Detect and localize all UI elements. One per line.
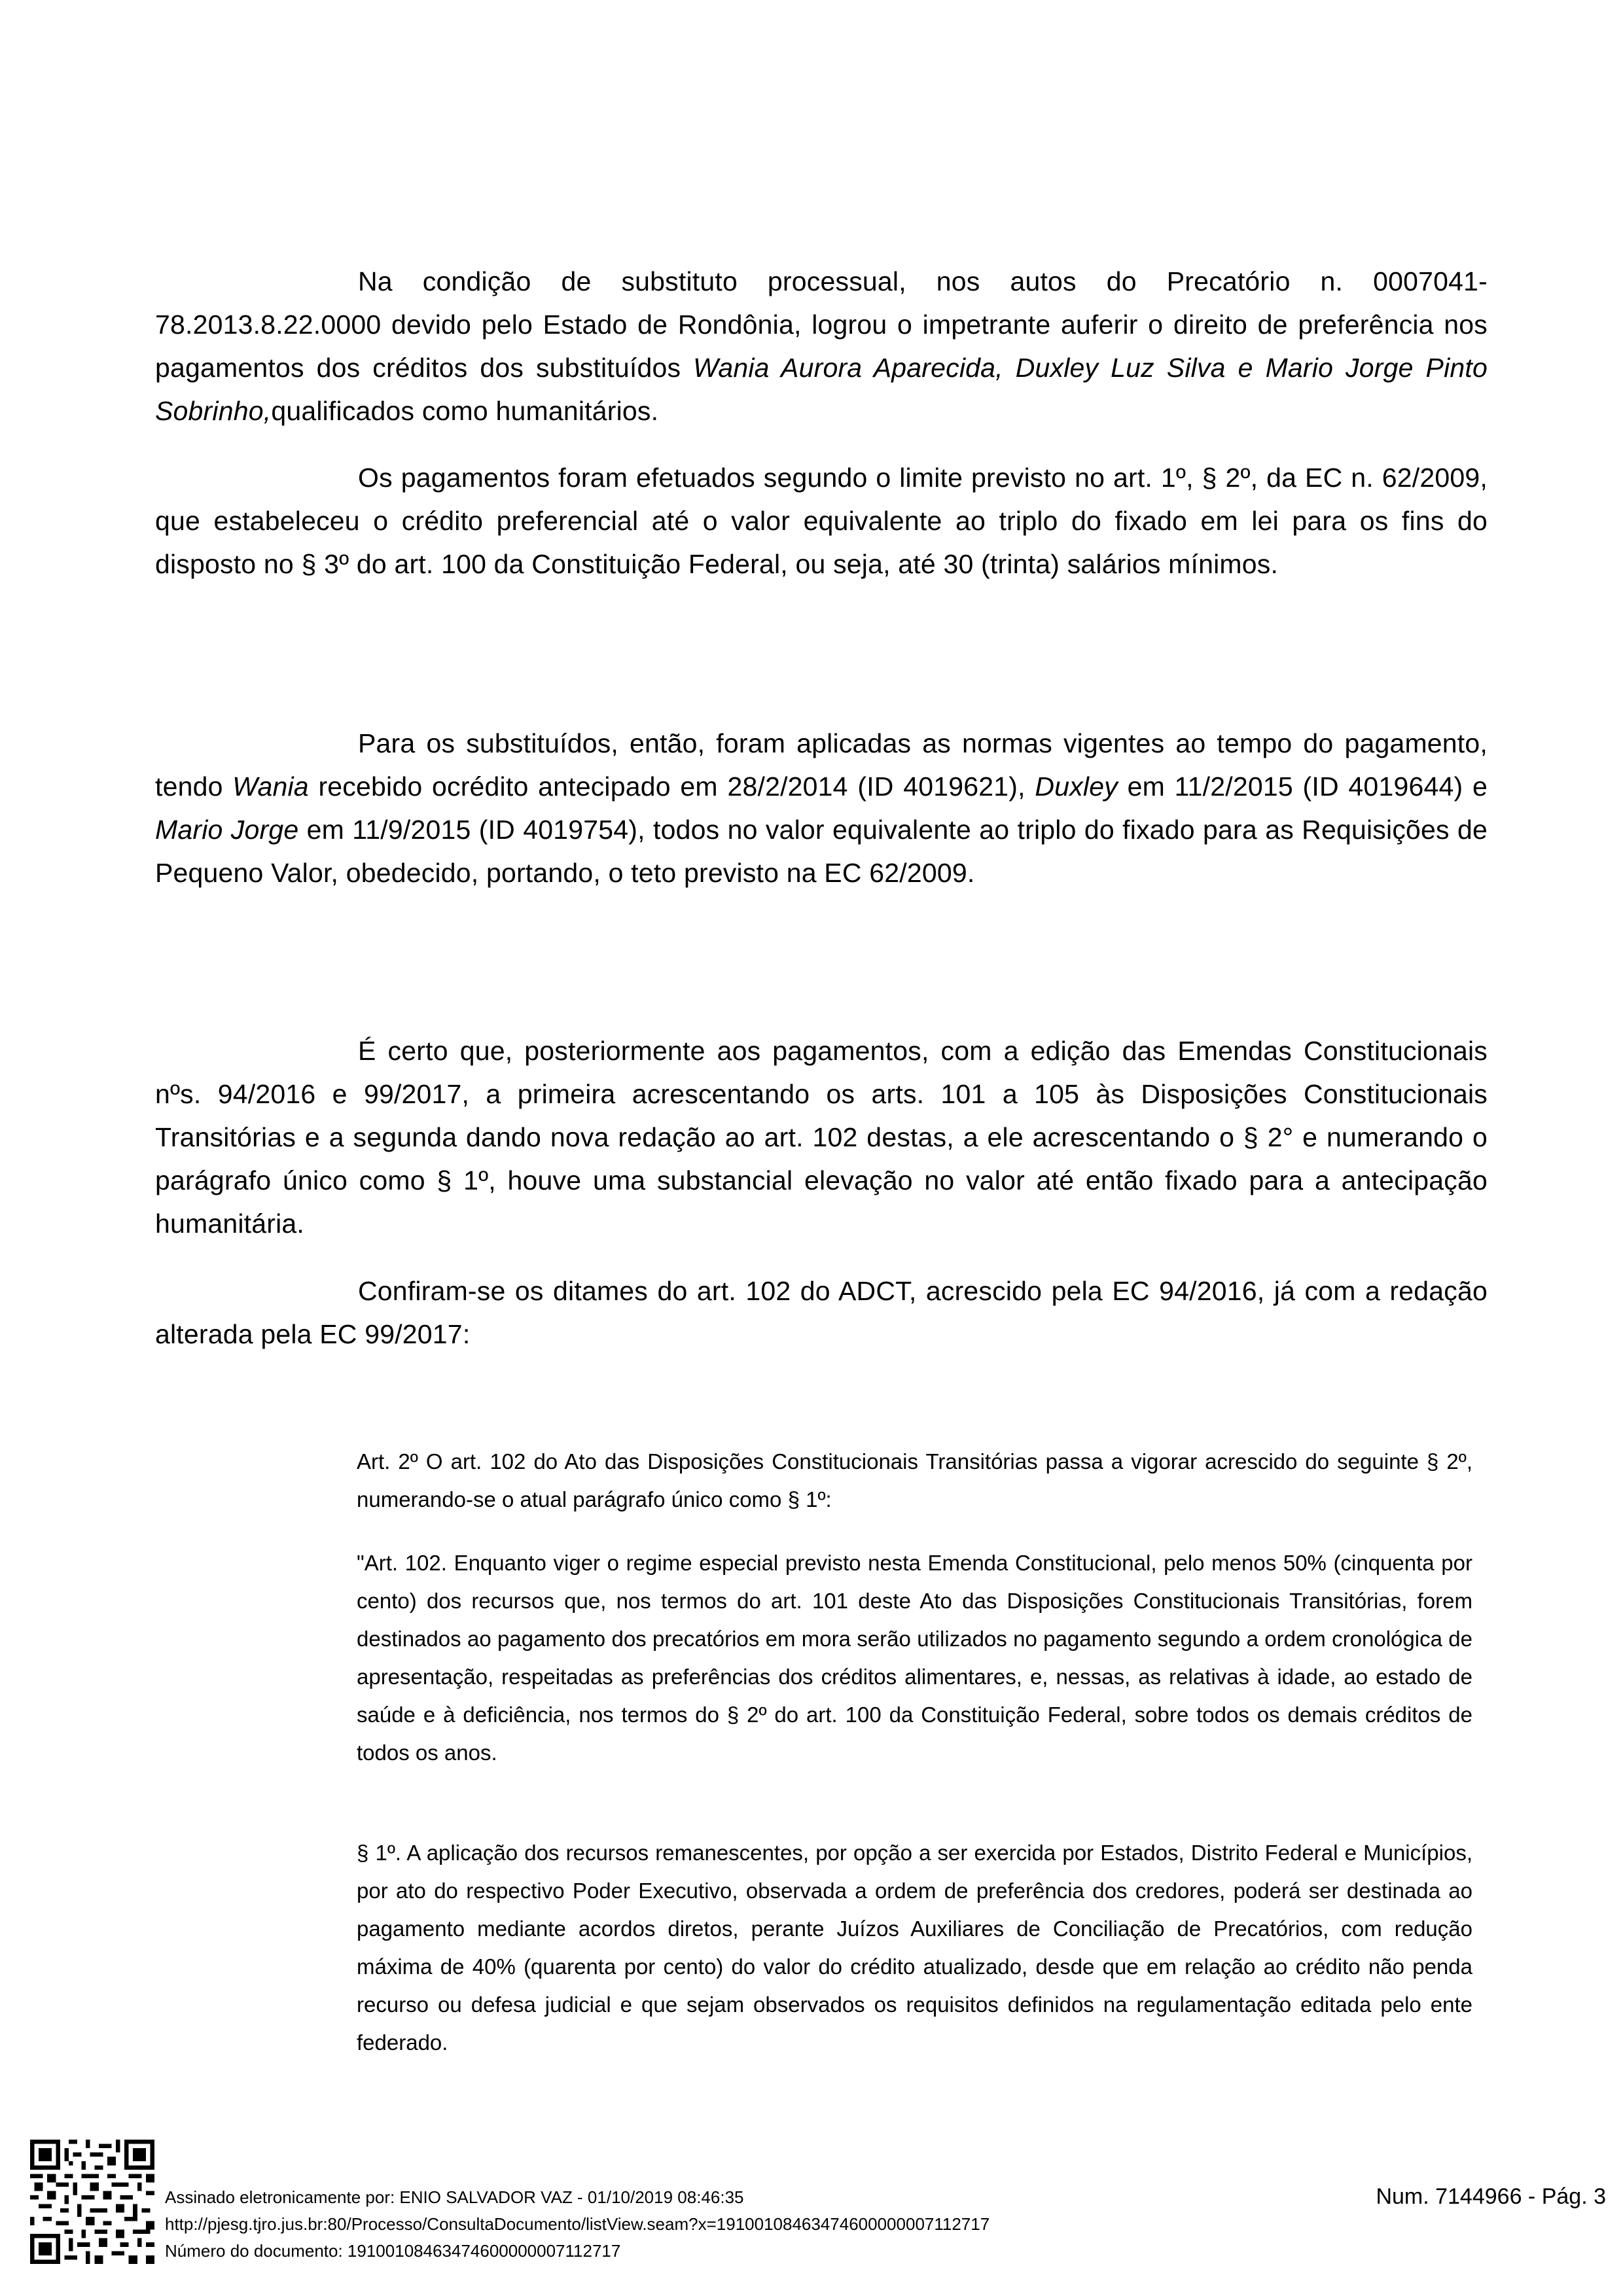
paragraph-text: Na condição de substituto processual, nos autos do Precatório n. 0007041-78.2013.8.22.0000 devido pelo Estado de Rondônia, logrou o impetrante auferir o direito de preferência nos pagamentos dos créditos dos substituídos <box>155 266 1488 383</box>
document-number-text: Número do documento: 19100108463474600000007112717 <box>165 2241 621 2261</box>
quote-art-102: "Art. 102. Enquanto viger o regime especial previsto nesta Emenda Constitucional, pelo menos 50% (cinquenta por cento) dos recursos que, nos termos do art. 101 deste Ato das Disposições Constitucionais Transitórias, forem destinados ao pagamento dos precatórios em mora serão utilizados no pagamento segundo a ordem cronológica de apresentação, respeitadas as preferências dos créditos alimentares, e, nessas, as relativas à idade, ao estado de saúde e à deficiência, nos termos do § 2º do art. 100 da Constituição Federal, sobre todos os demais créditos de todos os anos. <box>357 1551 1472 1765</box>
paragraph-italic-name: Duxley <box>1035 771 1118 802</box>
paragraph-text: Os pagamentos foram efetuados segundo o limite previsto no art. 1º, § 2º, da EC n. 62/2009, que estabeleceu o crédito preferencial até o valor equivalente ao triplo do fixado em lei para os fins do disposto no § 3º do art. 100 da Constituição Federal, ou seja, até 30 (trinta) salários mínimos. <box>155 463 1488 579</box>
paragraph-text: Para os substituídos, então, foram aplicadas as normas vigentes ao tempo do pagamento, tendo <box>155 728 1488 802</box>
paragraph-text: qualificados como humanitários. <box>271 396 659 426</box>
paragraph-text: Confiram-se os ditames do art. 102 do ADCT, acrescido pela EC 94/2016, já com a redação alterada pela EC 99/2017: <box>155 1276 1488 1349</box>
qr-code-icon <box>28 2140 156 2264</box>
document-url-link[interactable]: http://pjesg.tjro.jus.br:80/Processo/ConsultaDocumento/listView.seam?x=19100108463474600000007112717 <box>165 2214 990 2234</box>
paragraph-text: recebido ocrédito antecipado em 28/2/2014 (ID 4019621), <box>308 771 1035 802</box>
paragraph-5 <box>155 1269 1488 1356</box>
quote-art-2: Art. 2º O art. 102 do Ato das Disposições Constitucionais Transitórias passa a vigorar acrescido do seguinte § 2º, numerando-se o atual parágrafo único como § 1º: <box>357 1449 1472 1511</box>
paragraph-2 <box>155 456 1488 586</box>
paragraph-text: É certo que, posteriormente aos pagamentos, com a edição das Emendas Constitucionais nºs. 94/2016 e 99/2017, a primeira acrescentando os arts. 101 a 105 às Disposições Constitucionais Transitórias e a segunda dando nova redação ao art. 102 destas, a ele acrescentando o § 2° e numerando o parágrafo único como § 1º, houve uma substancial elevação no valor até então fixado para a antecipação humanitária. <box>155 1036 1488 1239</box>
signed-by-text: Assinado eletronicamente por: ENIO SALVADOR VAZ - 01/10/2019 08:46:35 <box>165 2187 744 2207</box>
paragraph-1 <box>155 260 1488 433</box>
paragraph-italic-names: Wania Aurora Aparecida, Duxley Luz Silva e Mario Jorge Pinto Sobrinho, <box>155 353 1488 426</box>
paragraph-3 <box>155 722 1488 894</box>
paragraph-text: em 11/2/2015 (ID 4019644) e <box>1117 771 1488 802</box>
paragraph-italic-name: Mario Jorge <box>155 815 299 845</box>
paragraph-4 <box>155 1029 1488 1245</box>
signature-block <box>165 2184 990 2265</box>
page-number: Num. 7144966 - Pág. 3 <box>1376 2184 1606 2209</box>
quote-paragraph-1: § 1º. A aplicação dos recursos remanescentes, por opção a ser exercida por Estados, Distrito Federal e Municípios, por ato do respectivo Poder Executivo, observada a ordem de preferência dos credores, poderá ser destinada ao pagamento mediante acordos diretos, perante Juízos Auxiliares de Conciliação de Precatórios, com redução máxima de 40% (quarenta por cento) do valor do crédito atualizado, desde que em relação ao crédito não penda recurso ou defesa judicial e que sejam observados os requisitos definidos na regulamentação editada pelo ente federado. <box>357 1841 1472 2055</box>
paragraph-italic-name: Wania <box>232 771 309 802</box>
paragraph-text: em 11/9/2015 (ID 4019754), todos no valor equivalente ao triplo do fixado para as Requisições de Pequeno Valor, obedecido, portando, o teto previsto na EC 62/2009. <box>155 815 1488 888</box>
